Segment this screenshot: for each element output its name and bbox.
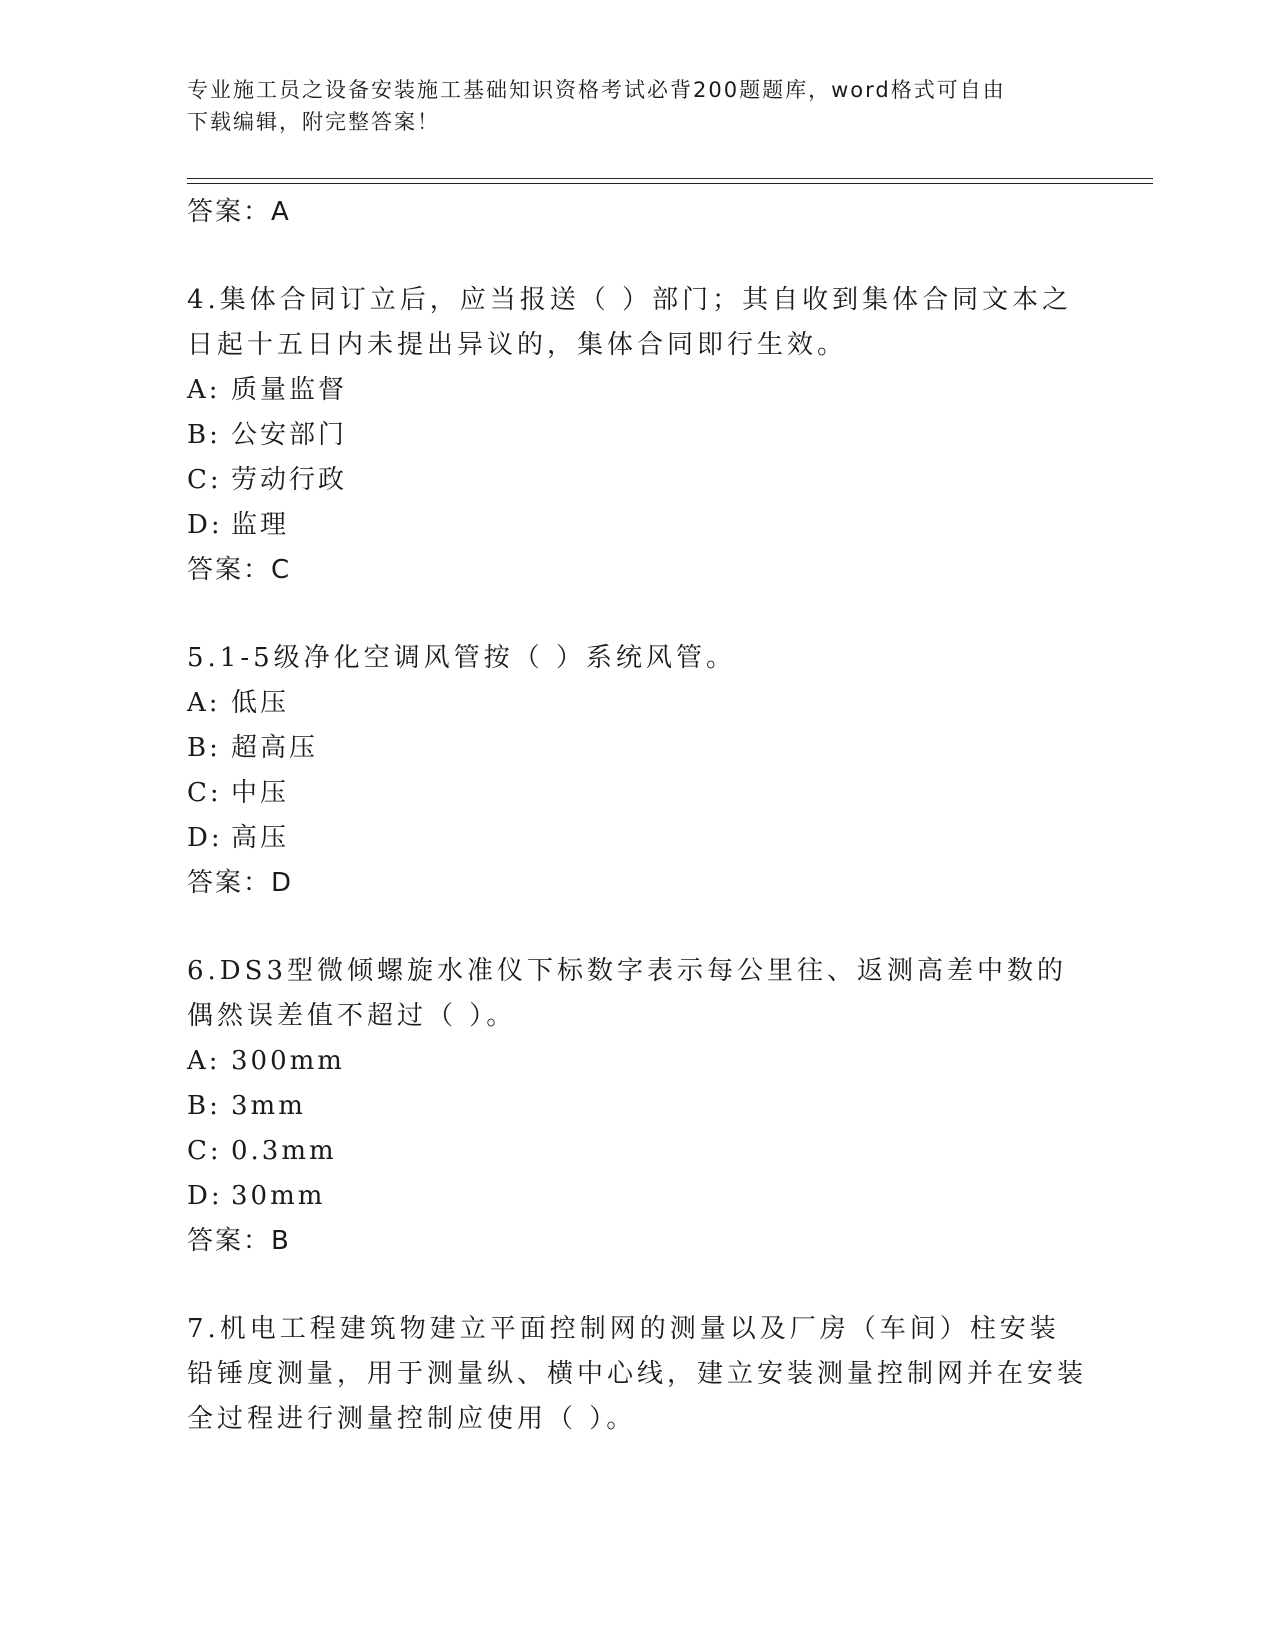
option-text: 低压 — [231, 688, 290, 718]
option-key: C: — [187, 465, 222, 495]
option-key: B: — [187, 733, 221, 763]
option-key: D: — [187, 1181, 223, 1211]
option-key: A: — [187, 1046, 221, 1076]
answer-line: 答案：A — [187, 197, 291, 227]
option-item — [187, 681, 1087, 726]
header-line-1: 专业施工员之设备安装施工基础知识资格考试必背200题题库，word格式可自由 — [187, 78, 1006, 102]
option-key: B: — [187, 1091, 221, 1121]
option-item — [187, 1174, 1087, 1219]
question-stem: 6.DS3型微倾螺旋水准仪下标数字表示每公里往、返测高差中数的偶然误差值不超过（ ）。 — [187, 956, 1068, 1031]
option-item — [187, 1129, 1087, 1174]
option-key: C: — [187, 778, 222, 808]
option-item — [187, 1084, 1087, 1129]
option-item — [187, 771, 1087, 816]
option-item — [187, 368, 1087, 413]
answer-line: 答案：C — [187, 555, 292, 585]
option-item — [187, 413, 1087, 458]
header-divider-top — [187, 178, 1153, 179]
option-text: 超高压 — [231, 733, 319, 763]
option-item — [187, 726, 1087, 771]
option-text: 3mm — [231, 1091, 306, 1121]
option-text: 公安部门 — [231, 420, 348, 450]
answer-line: 答案：D — [187, 868, 294, 898]
option-text: 监理 — [231, 510, 290, 540]
option-key: B: — [187, 420, 221, 450]
option-key: C: — [187, 1136, 222, 1166]
option-key: A: — [187, 375, 221, 405]
option-text: 中压 — [231, 778, 290, 808]
option-item — [187, 503, 1087, 548]
option-text: 劳动行政 — [231, 465, 348, 495]
document-header — [187, 74, 1087, 138]
question-stem: 5.1-5级净化空调风管按（ ）系统风管。 — [187, 643, 736, 673]
option-item — [187, 458, 1087, 503]
option-item — [187, 1039, 1087, 1084]
header-divider-bottom — [187, 183, 1153, 184]
option-key: A: — [187, 688, 221, 718]
option-key: D: — [187, 823, 223, 853]
answer-line: 答案：B — [187, 1226, 291, 1256]
option-item — [187, 816, 1087, 861]
question-stem: 7.机电工程建筑物建立平面控制网的测量以及厂房（车间）柱安装铅锤度测量，用于测量纵、横中心线，建立安装测量控制网并在安装全过程进行测量控制应使用（ ）。 — [187, 1314, 1088, 1434]
option-text: 质量监督 — [231, 375, 348, 405]
option-text: 0.3mm — [231, 1136, 337, 1166]
option-text: 30mm — [231, 1181, 326, 1211]
option-text: 300mm — [231, 1046, 345, 1076]
option-text: 高压 — [231, 823, 290, 853]
question-stem: 4.集体合同订立后，应当报送（ ）部门；其自收到集体合同文本之日起十五日内未提出异议的，集体合同即行生效。 — [187, 285, 1073, 360]
header-line-2: 下载编辑，附完整答案！ — [187, 110, 440, 134]
document-body — [187, 190, 1087, 1442]
option-key: D: — [187, 510, 223, 540]
